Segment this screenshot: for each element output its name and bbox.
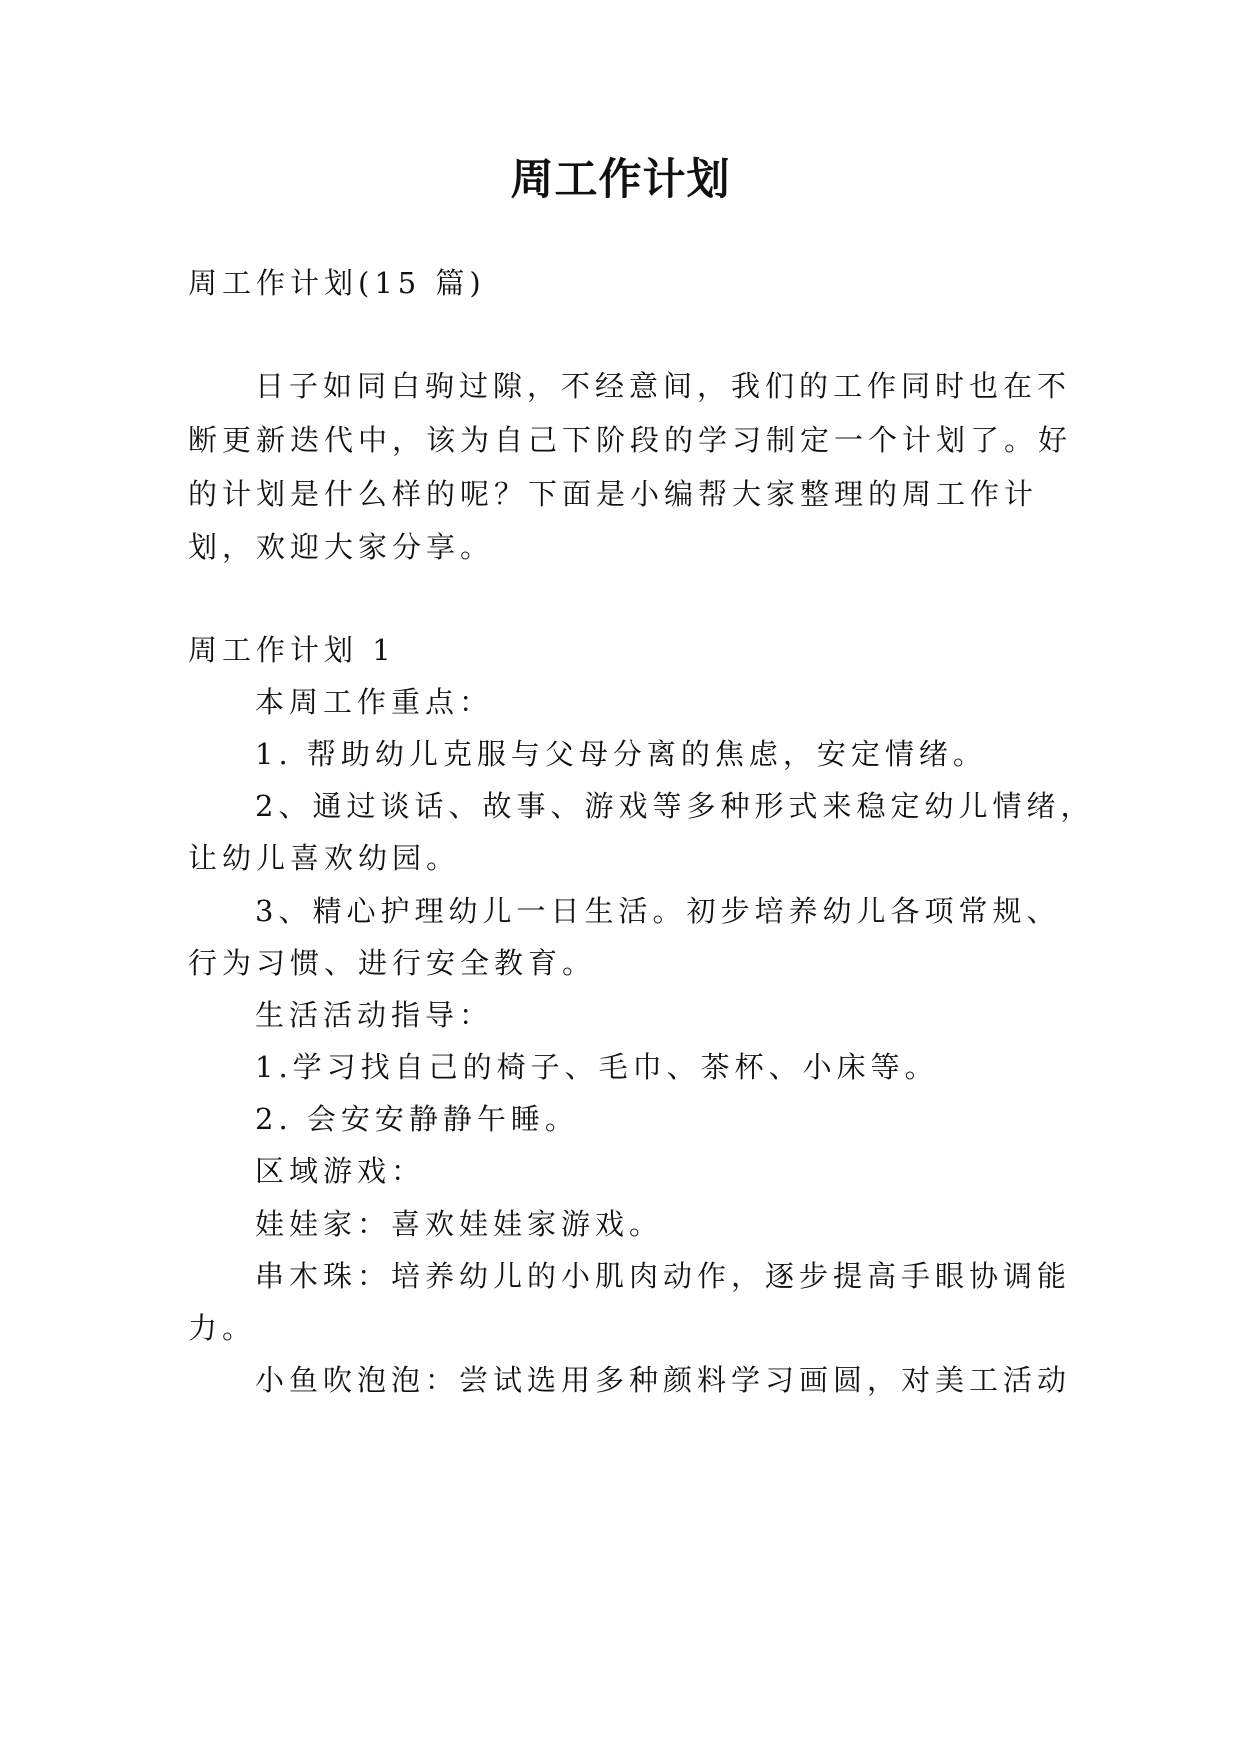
body-line-8: 1.学习找自己的椅子、毛巾、茶杯、小床等。 <box>255 1050 939 1084</box>
body-line-6: 行为习惯、进行安全教育。 <box>188 946 597 980</box>
section-heading: 周工作计划 1 <box>188 633 396 667</box>
body-line-5: 3、精心护理幼儿一日生活。初步培养幼儿各项常规、 <box>255 894 1061 928</box>
body-line-12: 串木珠：培养幼儿的小肌肉动作，逐步提高手眼协调能 <box>255 1259 1072 1293</box>
body-line-10: 区域游戏： <box>255 1154 426 1188</box>
body-line-13: 力。 <box>188 1311 257 1345</box>
document-title: 周工作计划 <box>510 155 731 205</box>
body-line-4: 让幼儿喜欢幼园。 <box>188 841 461 875</box>
body-line-2: 1. 帮助幼儿克服与父母分离的焦虑，安定情绪。 <box>255 737 987 771</box>
body-line-3: 2、通过谈话、故事、游戏等多种形式来稳定幼儿情绪， <box>255 789 1095 823</box>
intro-line-3: 的计划是什么样的呢？下面是小编帮大家整理的周工作计 <box>188 477 1039 511</box>
body-line-1: 本周工作重点： <box>255 685 494 719</box>
body-line-14: 小鱼吹泡泡：尝试选用多种颜料学习画圆，对美工活动 <box>255 1363 1072 1397</box>
body-line-9: 2. 会安安静静午睡。 <box>255 1102 579 1136</box>
body-line-11: 娃娃家：喜欢娃娃家游戏。 <box>255 1207 664 1241</box>
intro-line-4: 划，欢迎大家分享。 <box>188 530 495 564</box>
intro-line-2: 断更新迭代中，该为自己下阶段的学习制定一个计划了。好 <box>188 423 1073 457</box>
body-line-7: 生活活动指导： <box>255 998 494 1032</box>
document-subtitle: 周工作计划(15 篇) <box>188 266 486 300</box>
intro-line-1: 日子如同白驹过隙，不经意间，我们的工作同时也在不 <box>255 369 1072 403</box>
